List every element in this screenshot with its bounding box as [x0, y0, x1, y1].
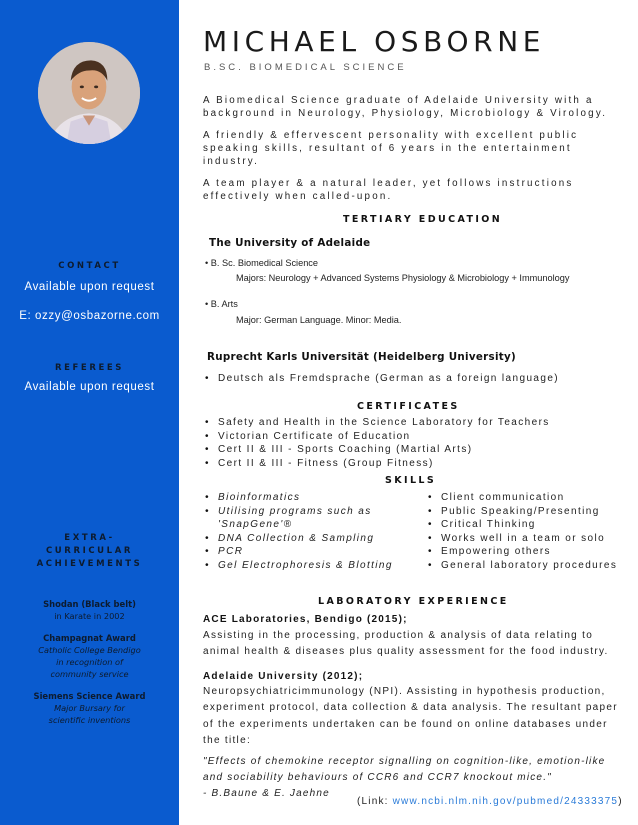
- paper-link-line: [357, 796, 623, 807]
- certificates-heading: CERTIFICATES: [357, 401, 460, 412]
- paper-link[interactable]: www.ncbi.nlm.nih.gov/pubmed/24333375: [392, 796, 619, 807]
- award-detail: in recognition of: [56, 657, 123, 667]
- extra-curricular-heading-line1: EXTRA-: [64, 533, 115, 543]
- list-item: • Safety and Health in the Science Laboratory for Teachers: [203, 416, 550, 430]
- award-detail: Catholic College Bendigo: [38, 645, 141, 655]
- contact-availability: Available upon request: [24, 281, 155, 293]
- list-item: • PCR: [203, 545, 393, 559]
- job-description: Neuropsychiatricimmunology (NPI). Assisting in hypothesis production, experiment protocol, data collection & data analysis. The resultant paper of the experiments undertaken can be found on online databases under the title:: [203, 686, 618, 747]
- paper-title: "Effects of chemokine receptor signalling on cognition-like, emotion-like and sociability behaviours of CCR6 and CCR7 knockout mice.": [203, 756, 606, 783]
- sidebar: [0, 0, 179, 825]
- institution-name: The University of Adelaide: [209, 237, 371, 249]
- heidelberg-list: [203, 372, 559, 386]
- contact-email[interactable]: E: ozzy@osbazorne.com: [19, 310, 160, 322]
- degree-subtitle: B.SC. BIOMEDICAL SCIENCE: [204, 62, 407, 73]
- link-suffix: ): [618, 796, 623, 807]
- skills-list-left: [203, 491, 393, 573]
- list-item: • Gel Electrophoresis & Blotting: [203, 559, 393, 573]
- list-item: • Bioinformatics: [203, 491, 393, 505]
- page-title: MICHAEL OSBORNE: [203, 25, 546, 58]
- contact-heading: CONTACT: [58, 261, 121, 271]
- profile-photo: [38, 42, 140, 144]
- list-item: • Empowering others: [426, 545, 617, 559]
- job-title: ACE Laboratories, Bendigo (2015);: [203, 614, 408, 625]
- list-item: • Victorian Certificate of Education: [203, 430, 550, 444]
- education-heading: TERTIARY EDUCATION: [343, 214, 503, 225]
- referees-heading: REFEREES: [54, 363, 125, 373]
- award-detail: scientific inventions: [48, 715, 131, 725]
- majors-line: Majors: Neurology + Advanced Systems Physiology & Microbiology + Immunology: [236, 273, 570, 283]
- list-item: • DNA Collection & Sampling: [203, 532, 393, 546]
- referees-text: Available upon request: [24, 381, 155, 393]
- extra-curricular-heading-line2: CURRICULAR: [45, 546, 134, 556]
- certificates-list: [203, 416, 550, 470]
- job-title: Adelaide University (2012);: [203, 671, 364, 682]
- skills-list-right: [426, 491, 617, 573]
- degree-item: • B. Sc. Biomedical Science: [205, 258, 319, 268]
- majors-line: Major: German Language. Minor: Media.: [236, 315, 402, 325]
- institution-name: Ruprecht Karls Universität (Heidelberg University): [207, 351, 517, 363]
- lab-experience-heading: LABORATORY EXPERIENCE: [318, 596, 509, 607]
- list-item: 'SnapGene'®: [218, 519, 293, 531]
- award-title: Champagnat Award: [43, 633, 136, 643]
- skills-heading: SKILLS: [385, 475, 437, 486]
- summary-paragraph: A Biomedical Science graduate of Adelaide University with a background in Neurology, Physiology, Microbiology & Virology.: [203, 95, 608, 119]
- list-item: • Utilising programs such as: [203, 505, 393, 519]
- degree-item: • B. Arts: [205, 299, 238, 309]
- list-item: • Critical Thinking: [426, 518, 617, 532]
- summary-paragraph: A friendly & effervescent personality with excellent public speaking skills, resultant of 6 years in the entertainment industry.: [203, 130, 579, 167]
- award-title: Shodan (Black belt): [43, 599, 136, 609]
- paper-authors: - B.Baune & E. Jaehne: [203, 788, 330, 799]
- summary-paragraph: A team player & a natural leader, yet follows instructions effectively when called-upon.: [203, 178, 574, 202]
- job-description: Assisting in the processing, production & analysis of data relating to animal health & diseases plus quality assessment for the food industry.: [203, 630, 609, 658]
- award-detail: Major Bursary for: [54, 703, 125, 713]
- list-item: • General laboratory procedures: [426, 559, 617, 573]
- award-detail: in Karate in 2002: [54, 611, 125, 621]
- list-item: • Cert II & III - Sports Coaching (Martial Arts): [203, 443, 550, 457]
- list-item: • Deutsch als Fremdsprache (German as a foreign language): [203, 372, 559, 386]
- list-item: • Cert II & III - Fitness (Group Fitness): [203, 457, 550, 471]
- list-item: • Client communication: [426, 491, 617, 505]
- list-item: • Public Speaking/Presenting: [426, 505, 617, 519]
- award-detail: community service: [50, 669, 129, 679]
- award-title: Siemens Science Award: [33, 691, 146, 701]
- list-item: • Works well in a team or solo: [426, 532, 617, 546]
- link-prefix: (Link:: [357, 796, 393, 807]
- extra-curricular-heading-line3: ACHIEVEMENTS: [36, 559, 143, 569]
